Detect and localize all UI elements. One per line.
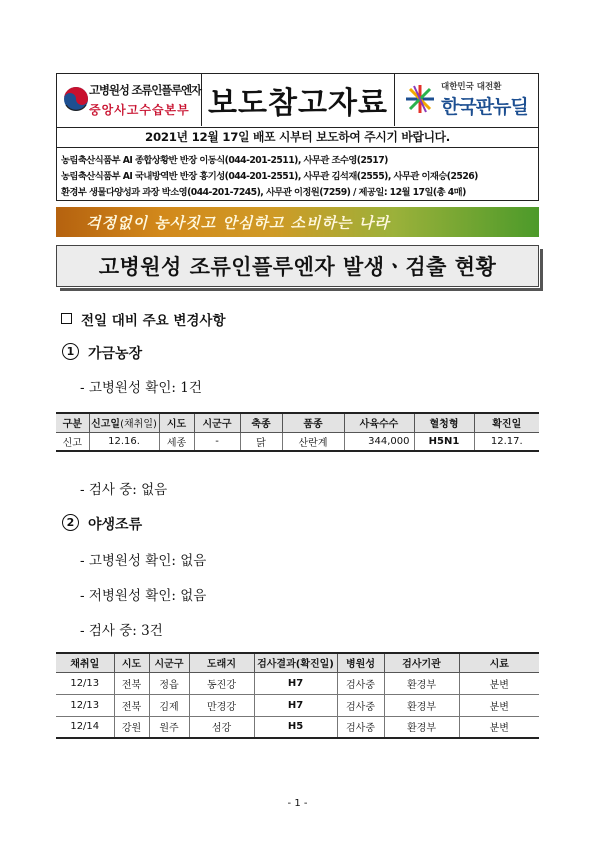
table-row: [56, 672, 539, 694]
table-cell: 강원: [114, 716, 149, 738]
table-cell: 검사중: [337, 716, 384, 738]
agency-logo: [57, 74, 202, 126]
table-cell: H7: [254, 672, 337, 694]
contact-line: 환경부 생물다양성과 과장 박소영(044-201-7245), 사무관 이정원(7259) / 제공일: 12월 17일(총 4매): [61, 187, 466, 198]
table-cell: 전북: [114, 694, 149, 716]
table-cell: 신고: [56, 432, 89, 451]
table-cell: 검사중: [337, 672, 384, 694]
table-cell: 12.17.: [474, 432, 539, 451]
column-header: 검사기관: [384, 653, 459, 672]
column-header: 시도: [114, 653, 149, 672]
section-heading: 전일 대비 주요 변경사항: [81, 313, 226, 329]
column-header: 사육수수: [344, 413, 414, 432]
table-cell: 12/14: [56, 716, 114, 738]
slogan-text: 걱정없이 농사짓고 안심하고 소비하는 나라: [86, 214, 390, 232]
column-header: 도래지: [189, 653, 254, 672]
table-cell: 만경강: [189, 694, 254, 716]
page-title: 고병원성 조류인플루엔자 발생ㆍ검출 현황: [98, 255, 497, 279]
column-header: 축종: [240, 413, 282, 432]
table-cell: 닭: [240, 432, 282, 451]
square-bullet-icon: [61, 313, 72, 324]
column-header: 확진일: [474, 413, 539, 432]
table-header-row: [56, 413, 539, 432]
table-cell: H5: [254, 716, 337, 738]
farm-testing-line: - 검사 중: 없음: [80, 482, 168, 498]
table-cell: 12.16.: [89, 432, 159, 451]
newdeal-slogan: 대한민국 대전환: [441, 82, 502, 92]
slogan-banner: [56, 207, 539, 237]
doc-type-title: 보도참고자료: [208, 86, 388, 121]
wild-bird-table: [56, 652, 539, 739]
taeguk-icon: [63, 86, 89, 112]
table-cell: 김제: [149, 694, 189, 716]
table-cell: 동진강: [189, 672, 254, 694]
table-cell: 분변: [459, 694, 539, 716]
column-header: 병원성: [337, 653, 384, 672]
column-header: 검사결과(확진일): [254, 653, 337, 672]
table-cell: 344,000: [344, 432, 414, 451]
press-header: [56, 73, 539, 201]
table-row: [56, 716, 539, 738]
newdeal-icon: [403, 82, 437, 116]
table-cell: 분변: [459, 716, 539, 738]
embargo-notice: 2021년 12월 17일 배포 시부터 보도하여 주시기 바랍니다.: [57, 128, 538, 148]
table-cell: 정읍: [149, 672, 189, 694]
section-number-1: 1: [62, 343, 79, 360]
column-header: 구분: [56, 413, 89, 432]
column-header: 혈청형: [414, 413, 474, 432]
header-top-row: [57, 74, 538, 128]
contact-line: 농림축산식품부 AI 국내방역반 반장 홍기성(044-201-2551), 사무관 김석재(2555), 사무관 이재승(2526): [61, 171, 478, 182]
table-cell: 검사중: [337, 694, 384, 716]
column-header: 시군구: [194, 413, 240, 432]
page-number: - 1 -: [287, 798, 308, 809]
wild-testing-line: - 검사 중: 3건: [80, 623, 163, 639]
table-cell: 12/13: [56, 672, 114, 694]
table-cell: 전북: [114, 672, 149, 694]
table-header-row: [56, 653, 539, 672]
farm-heading: 가금농장: [88, 346, 143, 362]
farm-outbreak-table: [56, 412, 539, 452]
table-row: [56, 432, 539, 451]
wild-heading: 야생조류: [88, 517, 143, 533]
table-cell: 섬강: [189, 716, 254, 738]
farm-confirmed-line: - 고병원성 확인: 1건: [80, 380, 202, 396]
newdeal-wordmark: 한국판뉴딜: [441, 96, 528, 118]
column-header: 채취일: [56, 653, 114, 672]
column-header: 품종: [282, 413, 344, 432]
title-box: [56, 245, 539, 287]
agency-name: 고병원성 조류인플루엔자: [89, 83, 201, 97]
table-cell: H7: [254, 694, 337, 716]
table-cell: 분변: [459, 672, 539, 694]
wild-low-path-line: - 저병원성 확인: 없음: [80, 588, 207, 604]
newdeal-logo: [394, 74, 539, 126]
table-cell: 환경부: [384, 672, 459, 694]
column-header: 시료: [459, 653, 539, 672]
table-cell: 산란계: [282, 432, 344, 451]
table-cell: 12/13: [56, 694, 114, 716]
column-header: 신고일(채취일): [89, 413, 159, 432]
column-header: 시군구: [149, 653, 189, 672]
table-cell: 원주: [149, 716, 189, 738]
agency-subname: 중앙사고수습본부: [89, 103, 190, 117]
contact-line: 농림축산식품부 AI 종합상황반 반장 이동식(044-201-2511), 사무관 조수영(2517): [61, 155, 388, 166]
wild-high-path-line: - 고병원성 확인: 없음: [80, 553, 207, 569]
table-cell: -: [194, 432, 240, 451]
table-cell: 세종: [159, 432, 194, 451]
section-number-2: 2: [62, 514, 79, 531]
table-cell: 환경부: [384, 694, 459, 716]
table-cell: 환경부: [384, 716, 459, 738]
table-cell: H5N1: [414, 432, 474, 451]
column-header: 시도: [159, 413, 194, 432]
table-row: [56, 694, 539, 716]
